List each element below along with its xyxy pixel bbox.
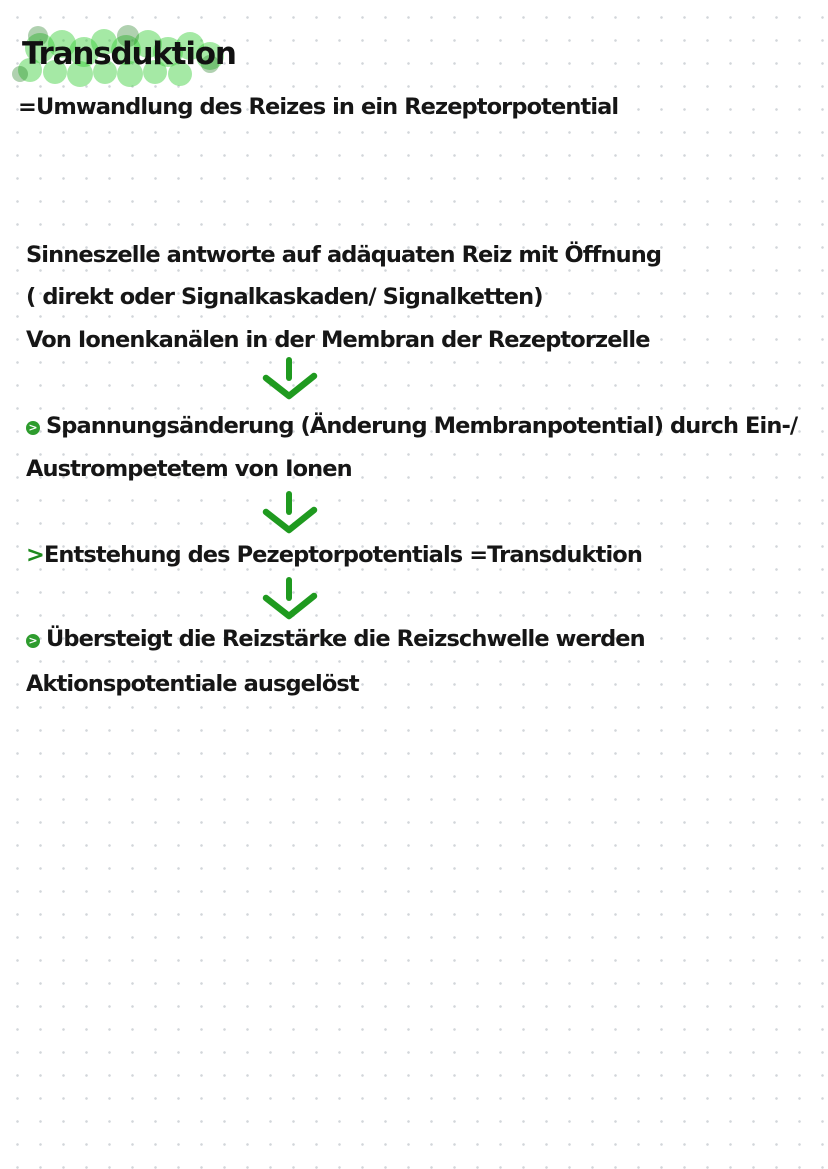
page-title: Transduktion — [22, 36, 236, 72]
down-arrow-icon — [258, 356, 322, 404]
definition-line: =Umwandlung des Reizes in ein Rezeptorpotential — [18, 94, 619, 120]
step-1-line-2: Austrompetetem von Ionen — [26, 456, 352, 482]
step-2-text: Entstehung des Pezeptorpotentials =Transduktion — [43, 542, 642, 568]
paragraph-line-3: Von Ionenkanälen in der Membran der Rezeptorzelle — [26, 327, 650, 353]
paragraph-line-1: Sinneszelle antworte auf adäquaten Reiz mit Öffnung — [26, 242, 662, 268]
down-arrow-icon — [258, 490, 322, 538]
step-1-text: Spannungsänderung (Änderung Membranpotential) durch Ein-/ — [46, 413, 798, 439]
step-1-line-1 — [26, 415, 797, 438]
step-3-text: Übersteigt die Reizstärke die Reizschwelle werden — [46, 626, 645, 652]
bullet-arrow-icon: > — [26, 542, 44, 568]
step-3-line-2: Aktionspotentiale ausgelöst — [26, 671, 359, 697]
paragraph-line-2: ( direkt oder Signalkaskaden/ Signalketten) — [26, 284, 543, 310]
bullet-arrow-icon: > — [26, 634, 40, 648]
down-arrow-icon — [258, 576, 322, 624]
bullet-arrow-icon: > — [26, 421, 40, 435]
step-3-line-1 — [26, 628, 645, 651]
step-2-line-1 — [26, 544, 642, 567]
